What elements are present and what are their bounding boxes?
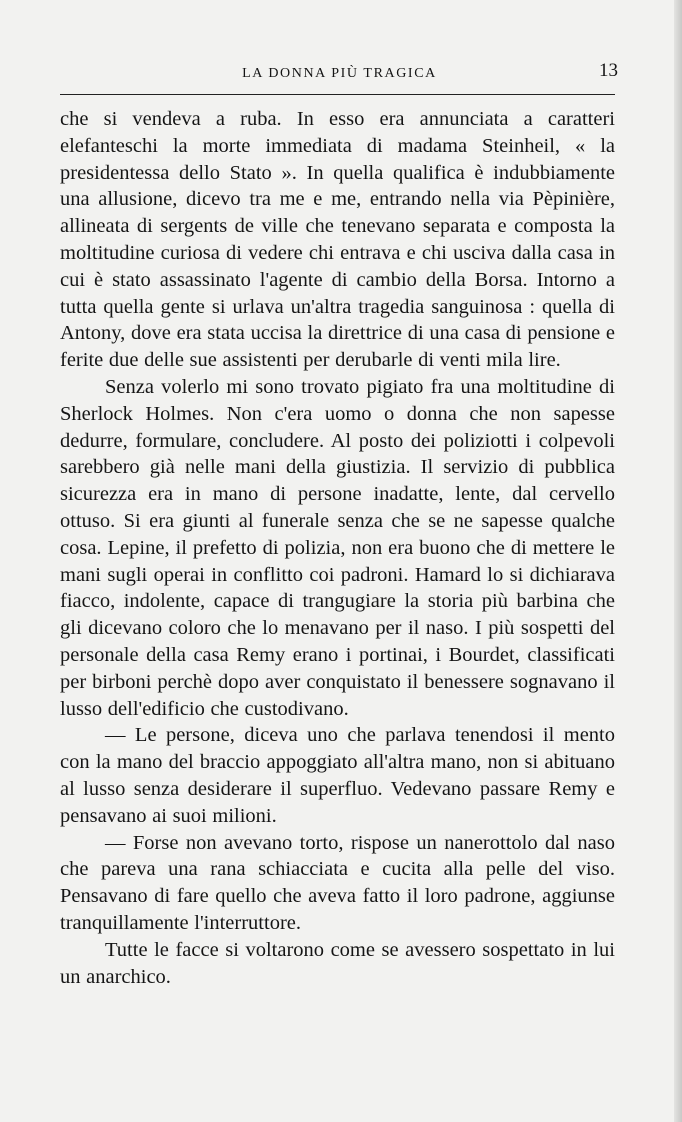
paragraph: Senza volerlo mi sono trovato pigiato fra una moltitudine di Sherlock Holmes. Non c'era uomo o donna che non sapesse dedurre, formulare, concludere. Al posto dei poliziotti i colpevoli sarebbero già nelle mani della giustizia. Il servizio di pubblica sicurezza era in mano di persone inadatte, lente, dal cervello ottuso. Si era giunti al funerale senza che se ne sapesse qualche cosa. Lepine, il prefetto di polizia, non era buono che di mettere le mani sugli operai in conflitto coi padroni. Hamard lo si dichiarava fiacco, indolente, capace di trangugiare la storia più barbina che gli dicevano coloro che lo menavano per il naso. I più sospetti del personale della casa Remy erano i portinai, i Bourdet, classificati per birboni perchè dopo aver conquistato il benessere sognavano il lusso dell'edificio che custodivano.: [60, 375, 615, 720]
page-header: [57, 60, 622, 92]
paragraph: Tutte le facce si voltarono come se avessero sospettato in lui un anarchico.: [60, 938, 615, 988]
page-number: 13: [599, 60, 618, 81]
paragraph: — Le persone, diceva uno che parlava tenendosi il mento con la mano del braccio appoggiato all'altra mano, non si abituano al lusso senza desiderare il superfluo. Vedevano passare Remy e pensavano ai suoi milioni.: [60, 724, 615, 827]
body-text: [60, 106, 615, 990]
paragraph: che si vendeva a ruba. In esso era annunciata a caratteri elefanteschi la morte immediata di madama Steinheil, « la presidentessa dello Stato ». In quella qualifica è indubbiamente una allusione, dicevo tra me e me, entrando nella via Pèpinière, allineata di sergents de ville che tenevano separata e composta la moltitudine curiosa di vedere chi entrava e chi usciva dalla casa in cui è stato assassinato l'agente di cambio della Borsa. Intorno a tutta quella gente si urlava un'altra tragedia sanguinosa : quella di Antony, dove era stata uccisa la direttrice di una casa di pensione e ferite due delle sue assistenti per derubarle di venti mila lire.: [60, 108, 615, 372]
running-title: LA DONNA PIÙ TRAGICA: [242, 66, 437, 81]
header-rule: [60, 94, 615, 95]
page-edge-shadow: [674, 0, 682, 1122]
paragraph: — Forse non avevano torto, rispose un nanerottolo dal naso che pareva una rana schiacciata e cucita alla pelle del viso. Pensavano di fare quello che aveva fatto il loro padrone, aggiunse tranquillamente l'interruttore.: [60, 831, 615, 934]
